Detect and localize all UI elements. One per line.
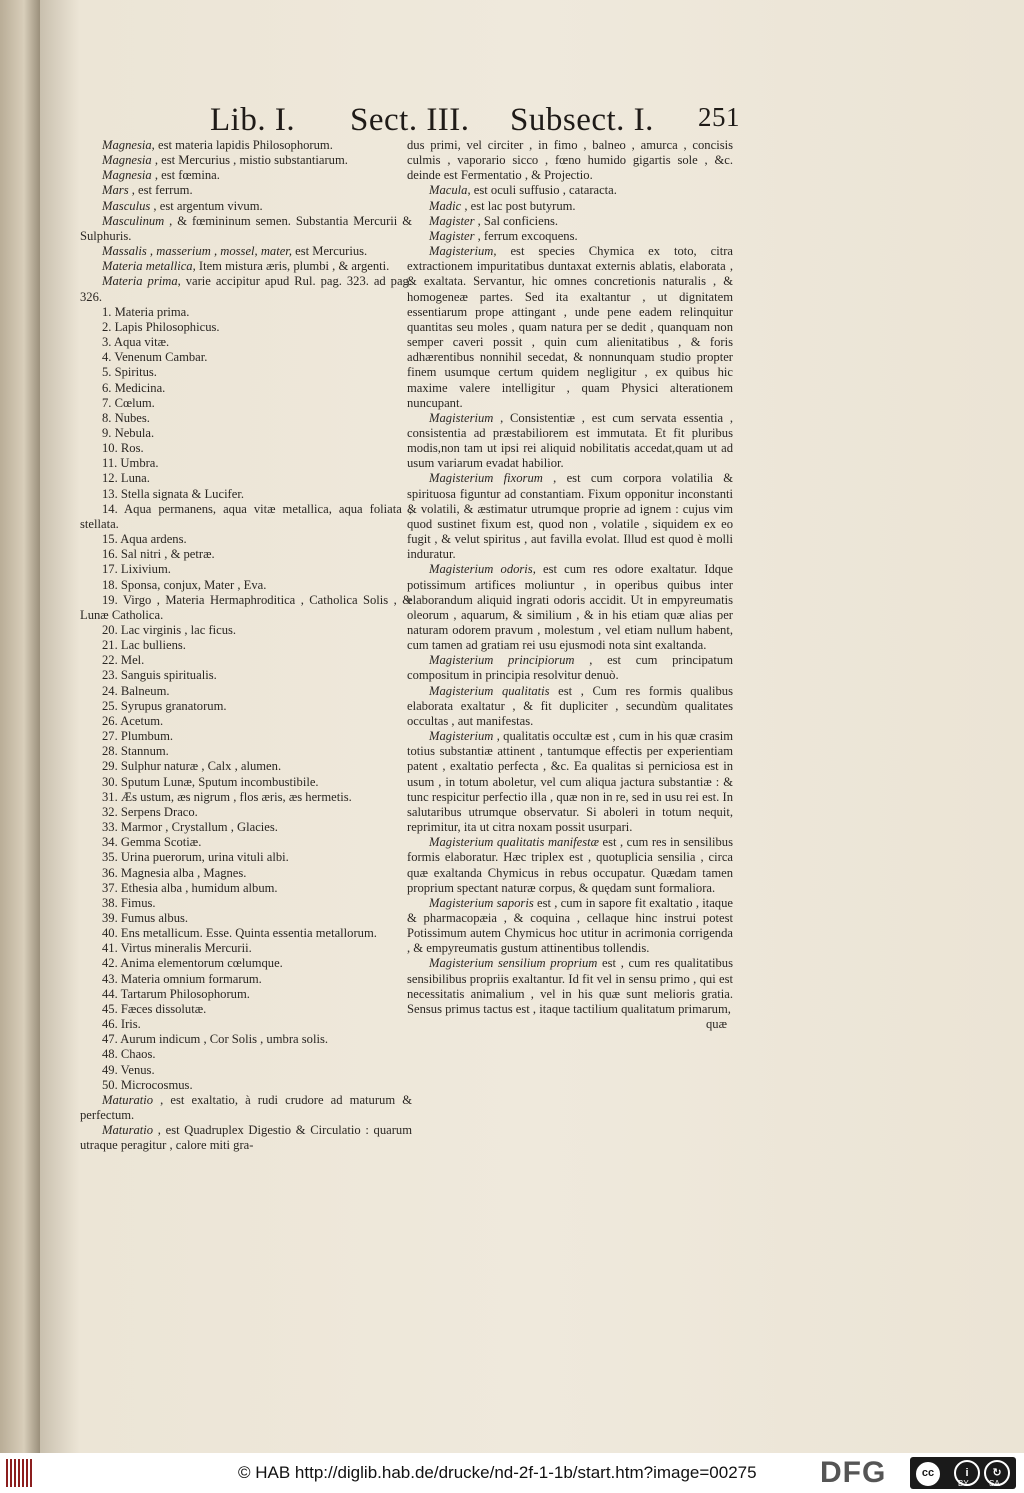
entry-term: Magisterium — [429, 410, 494, 425]
entry-paragraph — [407, 729, 733, 835]
entry-paragraph — [80, 305, 412, 320]
entry-text: , est cum principatum compositum in principia resolvitur denuò. — [407, 653, 733, 683]
entry-paragraph — [80, 320, 412, 335]
entry-term: Magisterium qualitatis manifestæ — [429, 835, 600, 850]
entry-paragraph — [80, 138, 412, 153]
entry-paragraph — [80, 562, 412, 577]
entry-text: , est cum corpora volatilia & spirituosa figuntur ad constantiam. Fixum opponitur inconstanti & volatili, & æstimatur utrumque proprie ad ignem : cujus vim quod sustinet fixum est, quod non , volatile , siquidem ex eo fugit , & velut spiritus , aut favilla evolat. Illud est quod è molli induratur. — [407, 471, 733, 562]
cc-icon: cc — [914, 1460, 942, 1488]
entry-text: 1. Materia prima. — [102, 304, 190, 319]
entry-text: est species Chymica ex toto, citra extractionem impuritatibus duntaxat externis ablatis, elaborata , & exaltata. Servantur, hic omnes concretionis naturalis , & homogeneæ partes. Sed ita exaltantur , ut dignitatem essentiarum prope attingant , unde pene eadem relinquitur quantitas seu moles , quam natura per se dedit , quanquam non semper caveri possit , quin cum alienitatibus , & foris adhærentibus nonnihil secedat, & nonnunquam studio propter finem usumque certum quidem negligitur , ex quibus hic maxime valere intelligitur , quam Physici alterationem nuncupant. — [407, 244, 733, 410]
entry-text: 34. Gemma Scotiæ. — [102, 835, 202, 850]
entry-paragraph — [80, 1123, 412, 1153]
entry-term: Macula — [429, 183, 468, 198]
entry-text: est , cum in sapore fit exaltatio , itaque & pharmacopæia , & coquina , cellaque hinc instrui potest Potissimum autem Chymicus hoc utitur in acrimonia corrigenda , & empyreumatis gustum attinentibus tollendis. — [407, 895, 733, 956]
entry-term: Magnesia — [102, 168, 152, 183]
entry-paragraph — [80, 1032, 412, 1047]
entry-text: 48. Chaos. — [102, 1047, 156, 1062]
entry-text: 42. Anima elementorum cœlumque. — [102, 956, 283, 971]
entry-term: Magisterium fixorum — [429, 471, 543, 486]
entry-paragraph — [80, 744, 412, 759]
entry-term: Magisterium — [429, 729, 494, 744]
entry-paragraph — [80, 532, 412, 547]
entry-text: 23. Sanguis spiritualis. — [102, 668, 217, 683]
running-head — [210, 102, 770, 142]
entry-text: 26. Acetum. — [102, 713, 164, 728]
entry-paragraph — [80, 1063, 412, 1078]
entry-text: 18. Sponsa, conjux, Mater , Eva. — [102, 577, 267, 592]
entry-paragraph — [407, 411, 733, 472]
previous-page-edge — [0, 0, 40, 1453]
entry-text: , ferrum excoquens. — [474, 228, 578, 243]
catchword: quæ — [706, 1017, 727, 1032]
entry-text: 19. Virgo , Materia Hermaphroditica , Catholica Solis , & Lunæ Catholica. — [80, 592, 412, 622]
sa-label: SA — [989, 1479, 1000, 1488]
header-subsection: Subsect. I. — [510, 102, 654, 138]
entry-paragraph — [80, 426, 412, 441]
entry-paragraph — [407, 183, 733, 198]
entry-text: est , cum res in sensilibus formis elaboratur. Hæc triplex est , quotuplicia sensilia , circa quæ exaltanda Chymicus in rebus occupatur. Quædam tamen proprium spectant naturæ corpus, & quędam sunt formaliora. — [407, 835, 734, 895]
entry-text: 21. Lac bulliens. — [102, 638, 186, 653]
right-column — [407, 138, 733, 1032]
entry-paragraph — [80, 668, 412, 683]
entry-paragraph — [80, 759, 412, 774]
entry-term: Magisterium principiorum — [429, 653, 575, 668]
entry-text: 41. Virtus mineralis Mercurii. — [102, 941, 252, 956]
entry-text: est Mercurius. — [291, 244, 368, 259]
entry-paragraph — [80, 623, 412, 638]
entry-paragraph — [80, 1017, 412, 1032]
entry-paragraph — [407, 138, 733, 183]
entry-term: Magister — [429, 228, 475, 243]
entry-text: 33. Marmor , Crystallum , Glacies. — [102, 820, 278, 835]
entry-text: 7. Cœlum. — [102, 395, 155, 410]
entry-paragraph — [80, 1078, 412, 1093]
entry-text: , & fœmininum semen. Substantia Mercurii & Sulphuris. — [80, 213, 412, 243]
entry-text: 31. Æs ustum, æs nigrum , flos æris, æs hermetis. — [102, 789, 352, 804]
entry-paragraph — [80, 1093, 412, 1123]
entry-text: , est ferrum. — [128, 183, 193, 198]
entry-paragraph — [80, 487, 412, 502]
entry-text: 28. Stannum. — [102, 744, 169, 759]
entry-paragraph — [80, 972, 412, 987]
entry-paragraph — [407, 956, 733, 1017]
entry-text: 49. Venus. — [102, 1062, 155, 1077]
entry-term: Magisterium odoris, — [429, 562, 536, 577]
entry-paragraph — [407, 562, 733, 653]
footer-bar — [0, 1453, 1024, 1493]
entry-text: 29. Sulphur naturæ , Calx , alumen. — [102, 759, 282, 774]
entry-text: , est lac post butyrum. — [461, 198, 576, 213]
entry-term: Magisterium saporis — [429, 895, 534, 910]
entry-paragraph — [80, 153, 412, 168]
entry-text: 27. Plumbum. — [102, 729, 174, 744]
entry-term: Magnesia — [102, 153, 152, 168]
entry-paragraph — [407, 835, 733, 896]
entry-paragraph — [80, 471, 412, 486]
entry-text: est , Cum res formis qualibus elaborata exaltatur , & fit dupliciter , secundùm qualitates occultas , aut manifestas. — [407, 683, 733, 728]
entry-text: 40. Ens metallicum. Esse. Quinta essentia metallorum. — [102, 926, 377, 941]
entry-term: Maturatio — [102, 1123, 154, 1138]
entry-text: 44. Tartarum Philosophorum. — [102, 986, 250, 1001]
entry-text: dus primi, vel circiter , in fimo , balneo , amurca , concisis culmis , vaporario sicco , fœno humido gigartis sole , &c. deinde est Fermentatio , & Projectio. — [407, 138, 733, 183]
entry-text: 11. Umbra. — [102, 456, 159, 471]
entry-term: Magnesia, — [102, 138, 155, 152]
entry-paragraph — [80, 699, 412, 714]
entry-paragraph — [80, 456, 412, 471]
entry-paragraph — [80, 1002, 412, 1017]
entry-paragraph — [80, 502, 412, 532]
entry-paragraph — [80, 866, 412, 881]
entry-text: 30. Sputum Lunæ, Sputum incombustibile. — [102, 774, 319, 789]
entry-term: Maturatio — [102, 1092, 154, 1107]
entry-text: 12. Luna. — [102, 471, 150, 486]
entry-text: est , cum res qualitatibus sensibilibus propriis exaltantur. Id fit vel in sensu primo , qui est necessitatis animalium , vel in his quæ sunt melioris gratia. Sensus primus tactus est , itaque tactilium qualitatum primarum, — [407, 956, 733, 1016]
entry-paragraph — [407, 229, 733, 244]
entry-paragraph — [80, 850, 412, 865]
entry-paragraph — [80, 214, 412, 244]
entry-text: 46. Iris. — [102, 1017, 141, 1032]
entry-text: 45. Fæces dissolutæ. — [102, 1001, 207, 1016]
entry-text: est materia lapidis Philosophorum. — [154, 138, 333, 152]
entry-paragraph — [80, 653, 412, 668]
entry-paragraph — [80, 1047, 412, 1062]
entry-paragraph — [80, 714, 412, 729]
entry-text: , est Mercurius , mistio substantiarum. — [151, 153, 348, 168]
by-attribution-icon: i — [954, 1460, 980, 1486]
by-label: BY — [958, 1479, 969, 1488]
entry-term: Massalis , masserium , mossel, mater, — [102, 244, 292, 259]
left-column — [80, 138, 412, 1153]
entry-paragraph — [407, 471, 733, 562]
entry-text: 13. Stella signata & Lucifer. — [102, 486, 244, 501]
entry-paragraph — [80, 578, 412, 593]
entry-paragraph — [80, 381, 412, 396]
entry-paragraph — [80, 199, 412, 214]
entry-paragraph — [407, 214, 733, 229]
entry-paragraph — [80, 335, 412, 350]
entry-term: Masculus — [102, 198, 151, 213]
entry-paragraph — [80, 350, 412, 365]
entry-term: Magisterium, — [429, 244, 497, 259]
entry-paragraph — [80, 820, 412, 835]
entry-paragraph — [80, 956, 412, 971]
entry-paragraph — [80, 684, 412, 699]
entry-text: Item mistura æris, plumbi , & argenti. — [195, 259, 390, 274]
entry-term: Mars — [102, 183, 129, 198]
entry-paragraph — [80, 396, 412, 411]
entry-paragraph — [80, 593, 412, 623]
book-page — [40, 0, 1024, 1453]
entry-text: 20. Lac virginis , lac ficus. — [102, 623, 237, 637]
entry-term: Magisterium sensilium proprium — [429, 956, 598, 971]
entry-paragraph — [407, 684, 733, 729]
entry-text: 6. Medicina. — [102, 380, 166, 395]
entry-term: Materia metallica, — [102, 259, 196, 274]
entry-text: 50. Microcosmus. — [102, 1077, 193, 1092]
page-number: 251 — [698, 102, 740, 132]
entry-text: 17. Lixivium. — [102, 562, 171, 577]
entry-paragraph — [80, 244, 412, 259]
entry-text: 39. Fumus albus. — [102, 910, 189, 925]
entry-text: 47. Aurum indicum , Cor Solis , umbra solis. — [102, 1032, 328, 1047]
header-section: Sect. III. — [350, 102, 470, 138]
entry-paragraph — [407, 896, 733, 957]
entry-text: 22. Mel. — [102, 653, 145, 668]
entry-term: Magisterium qualitatis — [429, 683, 550, 698]
entry-text: est cum res odore exaltatur. Idque potissimum artifices moliuntur , in operibus quibus inter elaborandum aliquid ingrati odoris accidit. Ut in empyreumatis oleorum , aquarum, & similium , & in his etiam quæ alias per naturam odorem pravum , molestum , vel etiam nullum habent, cum tamen ad gratiam rei usu ejusmodi nota sint exaltanda. — [407, 562, 733, 653]
entry-paragraph — [80, 274, 412, 304]
entry-text: 4. Venenum Cambar. — [102, 350, 208, 365]
entry-text: , est Quadruplex Digestio & Circulatio : quarum utraque peragitur , calore miti gra- — [80, 1123, 412, 1153]
entry-text: 25. Syrupus granatorum. — [102, 698, 227, 713]
entry-paragraph — [80, 790, 412, 805]
entry-text: 14. Aqua permanens, aqua vitæ metallica, aqua foliata , stellata. — [80, 501, 412, 531]
entry-text: 37. Ethesia alba , humidum album. — [102, 880, 278, 895]
entry-text: 15. Aqua ardens. — [102, 532, 187, 547]
entry-text: 5. Spiritus. — [102, 365, 157, 380]
entry-text: , Consistentiæ , est cum servata essentia , consistentia ad præstabiliorem est immutata. Et fit pluribus modis,non tam ut ipsi rei aliquid nobilitatis accedat,quam ut ad usum variarum evadat habilior. — [407, 410, 733, 471]
entry-paragraph — [80, 926, 412, 941]
entry-text: , est fœmina. — [151, 168, 220, 183]
dfg-logo: DFG — [820, 1456, 887, 1489]
entry-text: 43. Materia omnium formarum. — [102, 971, 262, 986]
entry-term: Madic — [429, 198, 462, 213]
entry-paragraph — [80, 881, 412, 896]
entry-paragraph — [407, 653, 733, 683]
entry-text: , est argentum vivum. — [150, 198, 263, 213]
entry-paragraph — [80, 941, 412, 956]
entry-text: , qualitatis occultæ est , cum in his quæ crasim totius substantiæ attinent , tantumque effectis per experientiam patent , exaltatio perfecta , &c. Ea qualitas si perniciosa est in usum , in totum aboletur, vel cum aliqua jactura substantiæ : & tunc respicitur perfectio illa , quæ non in re, sed in usu rei est. In salutaribus utrumque observatur. Si aboleri in totum nequit, reprimitur, ita ut citra noxam possit usurpari. — [407, 729, 733, 835]
entry-paragraph — [80, 775, 412, 790]
cc-license-badge[interactable] — [910, 1457, 1016, 1489]
entry-term: Magister — [429, 213, 475, 228]
entry-text: 35. Urina puerorum, urina vituli albi. — [102, 850, 289, 865]
entry-paragraph — [80, 183, 412, 198]
entry-paragraph — [80, 896, 412, 911]
entry-paragraph — [80, 411, 412, 426]
entry-paragraph — [80, 441, 412, 456]
entry-paragraph — [80, 365, 412, 380]
entry-text: 9. Nebula. — [102, 425, 155, 440]
entry-paragraph — [80, 259, 412, 274]
share-alike-icon: ↻ — [984, 1460, 1010, 1486]
entry-term: Materia prima — [102, 274, 178, 289]
entry-paragraph — [80, 168, 412, 183]
entry-text: 2. Lapis Philosophicus. — [102, 319, 220, 334]
entry-text: 3. Aqua vitæ. — [102, 335, 170, 350]
entry-text: 10. Ros. — [102, 441, 144, 456]
entry-paragraph — [407, 244, 733, 411]
entry-paragraph — [80, 805, 412, 820]
entry-text: 36. Magnesia alba , Magnes. — [102, 865, 247, 880]
entry-text: , Sal conficiens. — [474, 213, 559, 228]
entry-text: , varie accipitur apud Rul. pag. 323. ad pag. 326. — [80, 274, 413, 304]
entry-term: Masculinum — [102, 213, 165, 228]
footer-copyright-link[interactable]: © HAB http://diglib.hab.de/drucke/nd-2f-1-1b/start.htm?image=00275 — [238, 1463, 757, 1482]
entry-paragraph — [80, 911, 412, 926]
library-logo-icon — [6, 1459, 32, 1487]
entry-text: 38. Fimus. — [102, 895, 156, 910]
entry-text: 16. Sal nitri , & petræ. — [102, 547, 215, 562]
entry-paragraph — [407, 199, 733, 214]
entry-text: , est exaltatio, à rudi crudore ad maturum & perfectum. — [80, 1092, 412, 1122]
header-book: Lib. I. — [210, 102, 296, 138]
entry-paragraph — [80, 987, 412, 1002]
entry-paragraph — [80, 729, 412, 744]
entry-text: , est oculi suffusio , cataracta. — [467, 183, 617, 198]
entry-paragraph — [80, 547, 412, 562]
entry-text: 8. Nubes. — [102, 410, 150, 425]
entry-paragraph — [80, 638, 412, 653]
entry-paragraph — [80, 835, 412, 850]
entry-text: 24. Balneum. — [102, 683, 170, 698]
entry-text: 32. Serpens Draco. — [102, 804, 198, 819]
